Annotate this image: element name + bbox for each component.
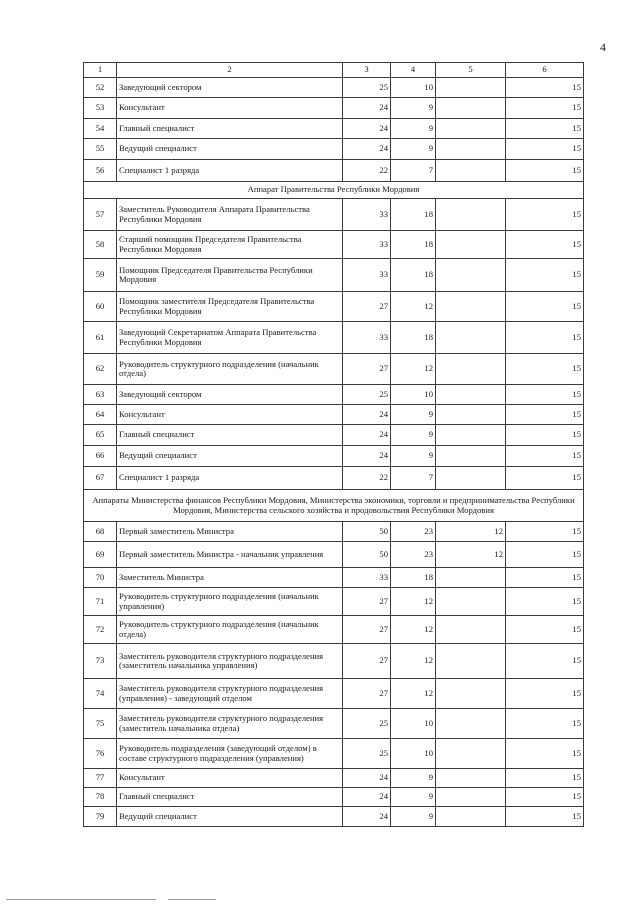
col4-value: 12 bbox=[391, 616, 436, 644]
table-row bbox=[84, 467, 584, 490]
col5-value bbox=[436, 709, 506, 739]
col6-value: 15 bbox=[506, 322, 584, 354]
table-row bbox=[84, 354, 584, 385]
col5-value bbox=[436, 139, 506, 160]
col6-value: 15 bbox=[506, 542, 584, 568]
col3-value: 24 bbox=[343, 788, 391, 807]
col3-value: 33 bbox=[343, 199, 391, 231]
col4-value: 18 bbox=[391, 259, 436, 292]
col4-value: 9 bbox=[391, 139, 436, 160]
position-name: Специалист 1 разряда bbox=[117, 160, 343, 182]
col3-value: 24 bbox=[343, 807, 391, 827]
row-number: 56 bbox=[84, 160, 117, 182]
col5-value bbox=[436, 385, 506, 405]
row-number: 61 bbox=[84, 322, 117, 354]
section-header-row bbox=[84, 182, 584, 199]
col4-value: 12 bbox=[391, 679, 436, 709]
col3-value: 27 bbox=[343, 616, 391, 644]
col4-value: 10 bbox=[391, 739, 436, 769]
table-row bbox=[84, 119, 584, 139]
position-name: Руководитель подразделения (заведующий отделом) в составе структурного подразделения (управления) bbox=[117, 739, 343, 769]
col3-value: 25 bbox=[343, 385, 391, 405]
position-name: Ведущий специалист bbox=[117, 807, 343, 827]
table-row bbox=[84, 199, 584, 231]
col5-value bbox=[436, 354, 506, 385]
col3-value: 33 bbox=[343, 259, 391, 292]
col3-value: 50 bbox=[343, 542, 391, 568]
col5-value bbox=[436, 292, 506, 322]
col5-value: 12 bbox=[436, 522, 506, 542]
col5-value bbox=[436, 259, 506, 292]
row-number: 76 bbox=[84, 739, 117, 769]
footer-rule-right bbox=[168, 899, 216, 900]
table-row bbox=[84, 425, 584, 446]
table-row bbox=[84, 259, 584, 292]
row-number: 72 bbox=[84, 616, 117, 644]
position-name: Помощник Председателя Правительства Республики Мордовия bbox=[117, 259, 343, 292]
col5-value bbox=[436, 199, 506, 231]
row-number: 70 bbox=[84, 568, 117, 588]
position-name: Ведущий специалист bbox=[117, 446, 343, 467]
section-title: Аппараты Министерства финансов Республики Мордовия, Министерства экономики, торговли и предпринимательства Республики Мордовия, Министерства сельского хозяйства и продовольствия Республики Мордовия bbox=[84, 490, 584, 522]
position-name: Руководитель структурного подразделения (начальник отдела) bbox=[117, 354, 343, 385]
col6-value: 15 bbox=[506, 160, 584, 182]
row-number: 78 bbox=[84, 788, 117, 807]
positions-table-body bbox=[84, 63, 584, 827]
col5-value bbox=[436, 98, 506, 119]
col6-value: 15 bbox=[506, 467, 584, 490]
col6-value: 15 bbox=[506, 769, 584, 788]
col4-value: 10 bbox=[391, 385, 436, 405]
col3-value: 25 bbox=[343, 78, 391, 98]
table-row bbox=[84, 739, 584, 769]
col4-value: 18 bbox=[391, 199, 436, 231]
col6-value: 15 bbox=[506, 78, 584, 98]
section-header-row bbox=[84, 490, 584, 522]
col5-value bbox=[436, 739, 506, 769]
col6-value: 15 bbox=[506, 807, 584, 827]
col4-value: 9 bbox=[391, 425, 436, 446]
col4-value: 7 bbox=[391, 467, 436, 490]
position-name: Специалист 1 разряда bbox=[117, 467, 343, 490]
col5-value bbox=[436, 425, 506, 446]
table-row bbox=[84, 616, 584, 644]
col4-value: 23 bbox=[391, 522, 436, 542]
col4-value: 9 bbox=[391, 119, 436, 139]
position-name: Ведущий специалист bbox=[117, 139, 343, 160]
col6-value: 15 bbox=[506, 385, 584, 405]
col4-value: 9 bbox=[391, 446, 436, 467]
position-name: Заместитель руководителя структурного подразделения (заместитель начальника управления) bbox=[117, 644, 343, 679]
header-col-6: 6 bbox=[506, 63, 584, 78]
row-number: 53 bbox=[84, 98, 117, 119]
row-number: 62 bbox=[84, 354, 117, 385]
col5-value: 12 bbox=[436, 542, 506, 568]
position-name: Заместитель руководителя структурного подразделения (заместитель начальника отдела) bbox=[117, 709, 343, 739]
row-number: 75 bbox=[84, 709, 117, 739]
row-number: 71 bbox=[84, 588, 117, 616]
position-name: Заместитель Руководителя Аппарата Правительства Республики Мордовия bbox=[117, 199, 343, 231]
header-col-5: 5 bbox=[436, 63, 506, 78]
col6-value: 15 bbox=[506, 139, 584, 160]
col6-value: 15 bbox=[506, 446, 584, 467]
col4-value: 9 bbox=[391, 788, 436, 807]
table-row bbox=[84, 679, 584, 709]
position-name: Главный специалист bbox=[117, 788, 343, 807]
table-row bbox=[84, 231, 584, 259]
col5-value bbox=[436, 119, 506, 139]
table-row bbox=[84, 292, 584, 322]
row-number: 55 bbox=[84, 139, 117, 160]
col5-value bbox=[436, 446, 506, 467]
position-name: Консультант bbox=[117, 769, 343, 788]
position-name: Первый заместитель Министра bbox=[117, 522, 343, 542]
row-number: 77 bbox=[84, 769, 117, 788]
table-row bbox=[84, 446, 584, 467]
col6-value: 15 bbox=[506, 616, 584, 644]
row-number: 67 bbox=[84, 467, 117, 490]
col6-value: 15 bbox=[506, 119, 584, 139]
col5-value bbox=[436, 467, 506, 490]
row-number: 57 bbox=[84, 199, 117, 231]
row-number: 58 bbox=[84, 231, 117, 259]
col3-value: 24 bbox=[343, 405, 391, 425]
col3-value: 27 bbox=[343, 588, 391, 616]
col4-value: 10 bbox=[391, 709, 436, 739]
col4-value: 7 bbox=[391, 160, 436, 182]
row-number: 66 bbox=[84, 446, 117, 467]
col6-value: 15 bbox=[506, 588, 584, 616]
table-row bbox=[84, 385, 584, 405]
col6-value: 15 bbox=[506, 709, 584, 739]
col6-value: 15 bbox=[506, 679, 584, 709]
col5-value bbox=[436, 160, 506, 182]
position-name: Руководитель структурного подразделения (начальник отдела) bbox=[117, 616, 343, 644]
col5-value bbox=[436, 616, 506, 644]
col4-value: 9 bbox=[391, 769, 436, 788]
col4-value: 18 bbox=[391, 231, 436, 259]
col6-value: 15 bbox=[506, 292, 584, 322]
position-name: Заместитель Министра bbox=[117, 568, 343, 588]
header-col-3: 3 bbox=[343, 63, 391, 78]
col5-value bbox=[436, 568, 506, 588]
col4-value: 9 bbox=[391, 405, 436, 425]
table-row bbox=[84, 588, 584, 616]
col6-value: 15 bbox=[506, 405, 584, 425]
col5-value bbox=[436, 231, 506, 259]
position-name: Заведующий сектором bbox=[117, 385, 343, 405]
table-row bbox=[84, 78, 584, 98]
col5-value bbox=[436, 679, 506, 709]
header-col-2: 2 bbox=[117, 63, 343, 78]
col4-value: 12 bbox=[391, 644, 436, 679]
table-row bbox=[84, 405, 584, 425]
footer-rule-left bbox=[6, 899, 156, 900]
col6-value: 15 bbox=[506, 425, 584, 446]
col3-value: 24 bbox=[343, 425, 391, 446]
col3-value: 24 bbox=[343, 119, 391, 139]
position-name: Руководитель структурного подразделения (начальник управления) bbox=[117, 588, 343, 616]
position-name: Старший помощник Председателя Правительства Республики Мордовия bbox=[117, 231, 343, 259]
row-number: 79 bbox=[84, 807, 117, 827]
row-number: 65 bbox=[84, 425, 117, 446]
table-row bbox=[84, 98, 584, 119]
table-row bbox=[84, 160, 584, 182]
row-number: 64 bbox=[84, 405, 117, 425]
col4-value: 12 bbox=[391, 292, 436, 322]
col6-value: 15 bbox=[506, 98, 584, 119]
col3-value: 27 bbox=[343, 644, 391, 679]
col5-value bbox=[436, 588, 506, 616]
table-row bbox=[84, 322, 584, 354]
row-number: 60 bbox=[84, 292, 117, 322]
col6-value: 15 bbox=[506, 199, 584, 231]
col6-value: 15 bbox=[506, 522, 584, 542]
col6-value: 15 bbox=[506, 568, 584, 588]
col3-value: 24 bbox=[343, 139, 391, 160]
position-name: Заместитель руководителя структурного подразделения (управления) - заведующий отделом bbox=[117, 679, 343, 709]
table-row bbox=[84, 568, 584, 588]
col5-value bbox=[436, 788, 506, 807]
col5-value bbox=[436, 405, 506, 425]
position-name: Заведующий сектором bbox=[117, 78, 343, 98]
table-row bbox=[84, 644, 584, 679]
col3-value: 25 bbox=[343, 739, 391, 769]
col3-value: 33 bbox=[343, 568, 391, 588]
table-row bbox=[84, 542, 584, 568]
col3-value: 33 bbox=[343, 322, 391, 354]
table-header-row bbox=[84, 63, 584, 78]
col3-value: 24 bbox=[343, 769, 391, 788]
table-row bbox=[84, 139, 584, 160]
col5-value bbox=[436, 644, 506, 679]
row-number: 74 bbox=[84, 679, 117, 709]
col3-value: 27 bbox=[343, 292, 391, 322]
col5-value bbox=[436, 78, 506, 98]
row-number: 69 bbox=[84, 542, 117, 568]
col5-value bbox=[436, 322, 506, 354]
col3-value: 27 bbox=[343, 679, 391, 709]
position-name: Главный специалист bbox=[117, 425, 343, 446]
col4-value: 23 bbox=[391, 542, 436, 568]
position-name: Первый заместитель Министра - начальник управления bbox=[117, 542, 343, 568]
col6-value: 15 bbox=[506, 259, 584, 292]
col3-value: 50 bbox=[343, 522, 391, 542]
col6-value: 15 bbox=[506, 739, 584, 769]
row-number: 68 bbox=[84, 522, 117, 542]
col4-value: 18 bbox=[391, 322, 436, 354]
header-col-1: 1 bbox=[84, 63, 117, 78]
section-title: Аппарат Правительства Республики Мордовия bbox=[84, 182, 584, 199]
col3-value: 22 bbox=[343, 467, 391, 490]
positions-table bbox=[83, 62, 584, 827]
col6-value: 15 bbox=[506, 231, 584, 259]
row-number: 54 bbox=[84, 119, 117, 139]
col5-value bbox=[436, 769, 506, 788]
row-number: 52 bbox=[84, 78, 117, 98]
col4-value: 18 bbox=[391, 568, 436, 588]
row-number: 63 bbox=[84, 385, 117, 405]
col3-value: 22 bbox=[343, 160, 391, 182]
row-number: 59 bbox=[84, 259, 117, 292]
col3-value: 27 bbox=[343, 354, 391, 385]
position-name: Консультант bbox=[117, 98, 343, 119]
position-name: Помощник заместителя Председателя Правительства Республики Мордовия bbox=[117, 292, 343, 322]
col4-value: 12 bbox=[391, 354, 436, 385]
page-number: 4 bbox=[600, 40, 606, 54]
col6-value: 15 bbox=[506, 354, 584, 385]
position-name: Консультант bbox=[117, 405, 343, 425]
position-name: Главный специалист bbox=[117, 119, 343, 139]
row-number: 73 bbox=[84, 644, 117, 679]
header-col-4: 4 bbox=[391, 63, 436, 78]
col5-value bbox=[436, 807, 506, 827]
col3-value: 25 bbox=[343, 709, 391, 739]
position-name: Заведующий Секретариатом Аппарата Правительства Республики Мордовия bbox=[117, 322, 343, 354]
col3-value: 24 bbox=[343, 446, 391, 467]
table-row bbox=[84, 769, 584, 788]
table-row bbox=[84, 522, 584, 542]
col4-value: 10 bbox=[391, 78, 436, 98]
col6-value: 15 bbox=[506, 788, 584, 807]
col4-value: 9 bbox=[391, 98, 436, 119]
col3-value: 33 bbox=[343, 231, 391, 259]
col4-value: 9 bbox=[391, 807, 436, 827]
col3-value: 24 bbox=[343, 98, 391, 119]
col4-value: 12 bbox=[391, 588, 436, 616]
table-row bbox=[84, 807, 584, 827]
table-row bbox=[84, 788, 584, 807]
table-row bbox=[84, 709, 584, 739]
col6-value: 15 bbox=[506, 644, 584, 679]
